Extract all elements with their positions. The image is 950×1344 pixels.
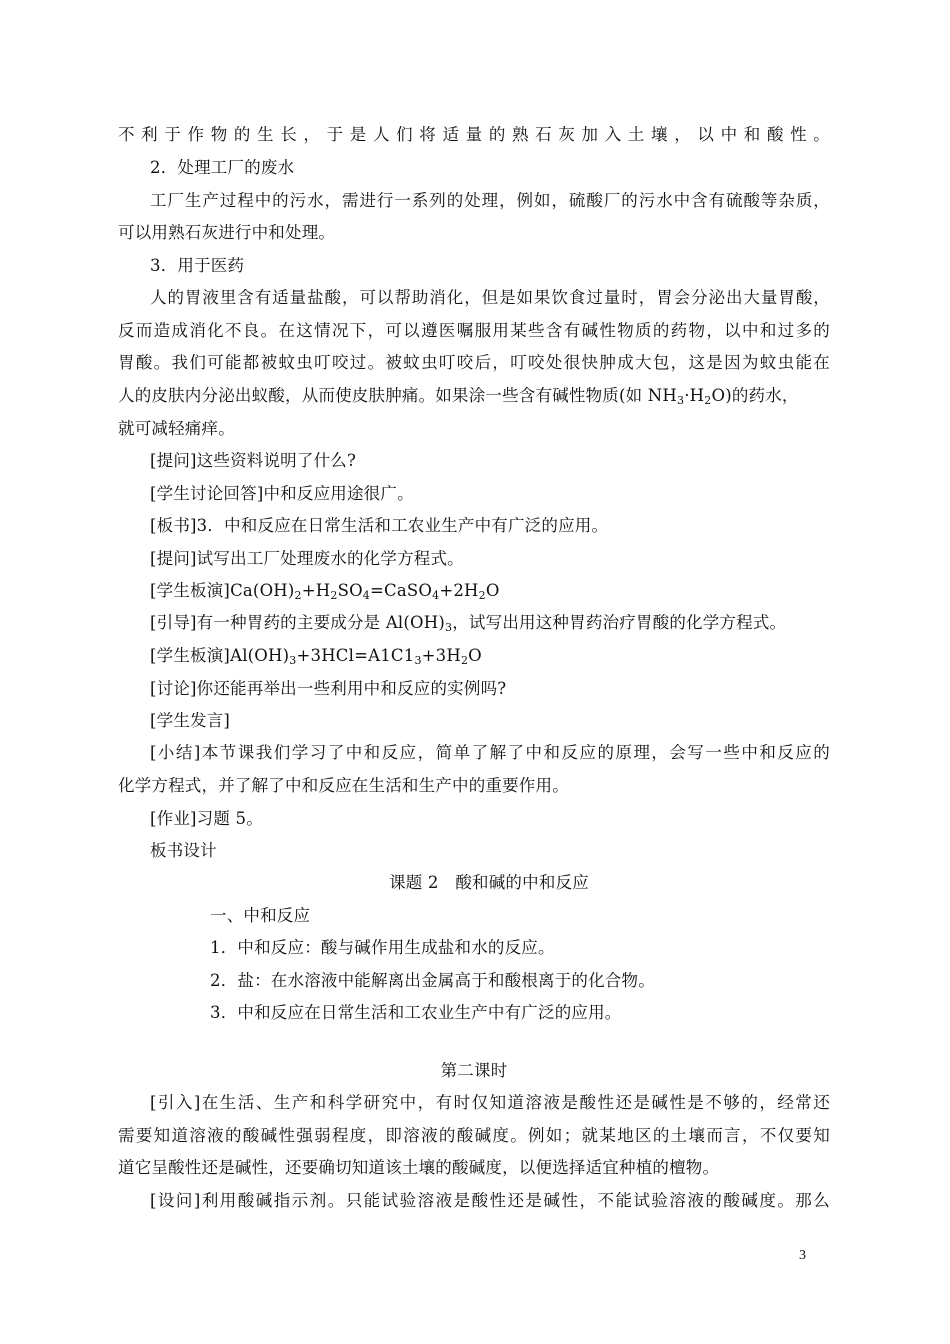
subscript: 2 bbox=[460, 654, 469, 667]
text-run: [引导]有一种胃药的主要成分是 Al(OH) bbox=[150, 613, 446, 632]
text-run: [学生板演]Ca(OH) bbox=[150, 581, 295, 600]
subscript: 3 bbox=[677, 394, 685, 407]
dialogue-line bbox=[150, 612, 830, 634]
subscript: 3 bbox=[414, 654, 422, 667]
subscript: 2 bbox=[704, 394, 712, 407]
dialogue-line: [学生发言] bbox=[150, 711, 231, 730]
dialogue-line: [提问]这些资料说明了什么? bbox=[150, 451, 357, 470]
equation-line bbox=[150, 580, 830, 602]
paragraph-line: 不利于作物的生长，于是人们将适量的熟石灰加入土壤，以中和酸性。 bbox=[118, 125, 830, 144]
paragraph-line: 反而造成消化不良。在这情况下，可以遵医嘱服用某些含有碱性物质的药物，以中和过多的 bbox=[118, 321, 830, 340]
board-title: 课题 2 酸和碱的中和反应 bbox=[389, 873, 589, 892]
text-run: +3H bbox=[421, 646, 461, 665]
lesson-heading: 第二课时 bbox=[440, 1061, 508, 1080]
paragraph-line: 需要知道溶液的酸碱性强弱程度，即溶液的酸碱度。例如；就某地区的土壤而言，不仅要知 bbox=[118, 1126, 830, 1145]
board-item: 2．盐：在水溶液中能解离出金属高于和酸根离于的化合物。 bbox=[210, 971, 655, 990]
dialogue-line: [提问]试写出工厂处理废水的化学方程式。 bbox=[150, 549, 464, 568]
board-item: 3．中和反应在日常生活和工农业生产中有广泛的应用。 bbox=[210, 1003, 622, 1022]
paragraph-line: 可以用熟石灰进行中和处理。 bbox=[118, 223, 336, 242]
subscript: 4 bbox=[432, 589, 440, 602]
subscript: 2 bbox=[294, 589, 302, 602]
text-run: ，试写出用这种胃药治疗胃酸的化学方程式。 bbox=[452, 613, 787, 632]
page-number: 3 bbox=[799, 1248, 806, 1263]
board-item: 1．中和反应：酸与碱作用生成盐和水的反应。 bbox=[210, 938, 555, 957]
subscript: 3 bbox=[289, 654, 297, 667]
text-run: O bbox=[485, 581, 500, 600]
text-run: ·H bbox=[684, 386, 705, 405]
text-run: +2H bbox=[439, 581, 479, 600]
paragraph-line: 化学方程式，并了解了中和反应在生活和生产中的重要作用。 bbox=[118, 776, 569, 795]
dialogue-line: [设问]利用酸碱指示剂。只能试验溶液是酸性还是碱性，不能试验溶液的酸碱度。那么 bbox=[150, 1191, 830, 1210]
subscript: 4 bbox=[362, 589, 370, 602]
subscript: 2 bbox=[330, 589, 338, 602]
text-run: 人的皮肤内分泌出蚁酸，从而使皮肤肿痛。如果涂一些含有碱性物质(如 NH bbox=[118, 386, 678, 405]
paragraph-line: 人的胃液里含有适量盐酸，可以帮助消化，但是如果饮食过量时，胃会分泌出大量胃酸， bbox=[150, 288, 830, 307]
section-heading: 3．用于医药 bbox=[150, 256, 245, 275]
board-item: 一、中和反应 bbox=[210, 906, 311, 925]
text-run: =CaSO bbox=[370, 581, 433, 600]
paragraph-line: 胃酸。我们可能都被蚊虫叮咬过。被蚊虫叮咬后，叮咬处很快肿成大包，这是因为蚊虫能在 bbox=[118, 353, 830, 372]
dialogue-line: [板书]3．中和反应在日常生活和工农业生产中有广泛的应用。 bbox=[150, 516, 609, 535]
subscript: 2 bbox=[478, 589, 486, 602]
text-run: +H bbox=[301, 581, 331, 600]
dialogue-line: [作业]习题 5。 bbox=[150, 809, 263, 828]
section-heading: 2．处理工厂的废水 bbox=[150, 158, 295, 177]
dialogue-line: [小结]本节课我们学习了中和反应，简单了解了中和反应的原理，会写一些中和反应的 bbox=[150, 743, 830, 762]
text-run: [学生板演]Al(OH) bbox=[150, 646, 290, 665]
text-run: O)的药水， bbox=[711, 386, 799, 405]
text-run: O bbox=[468, 646, 482, 665]
text-run: SO bbox=[337, 581, 363, 600]
dialogue-line: [引入]在生活、生产和科学研究中，有时仅知道溶液是酸性还是碱性是不够的，经常还 bbox=[150, 1093, 830, 1112]
paragraph-line-formula bbox=[118, 385, 830, 407]
paragraph-line: 道它呈酸性还是碱性，还要确切知道该土壤的酸碱度，以便选择适宜种植的檀物。 bbox=[118, 1158, 720, 1177]
dialogue-line: [讨论]你还能再举出一些利用中和反应的实例吗? bbox=[150, 679, 507, 698]
subscript: 3 bbox=[445, 621, 453, 634]
equation-line bbox=[150, 645, 830, 667]
paragraph-line: 工厂生产过程中的污水，需进行一系列的处理，例如，硫酸厂的污水中含有硫酸等杂质， bbox=[150, 191, 830, 210]
section-heading: 板书设计 bbox=[150, 841, 217, 860]
text-run: +3HCl=A1C1 bbox=[296, 646, 415, 665]
paragraph-line: 就可减轻痛痒。 bbox=[118, 419, 235, 438]
dialogue-line: [学生讨论回答]中和反应用途很广。 bbox=[150, 484, 414, 503]
